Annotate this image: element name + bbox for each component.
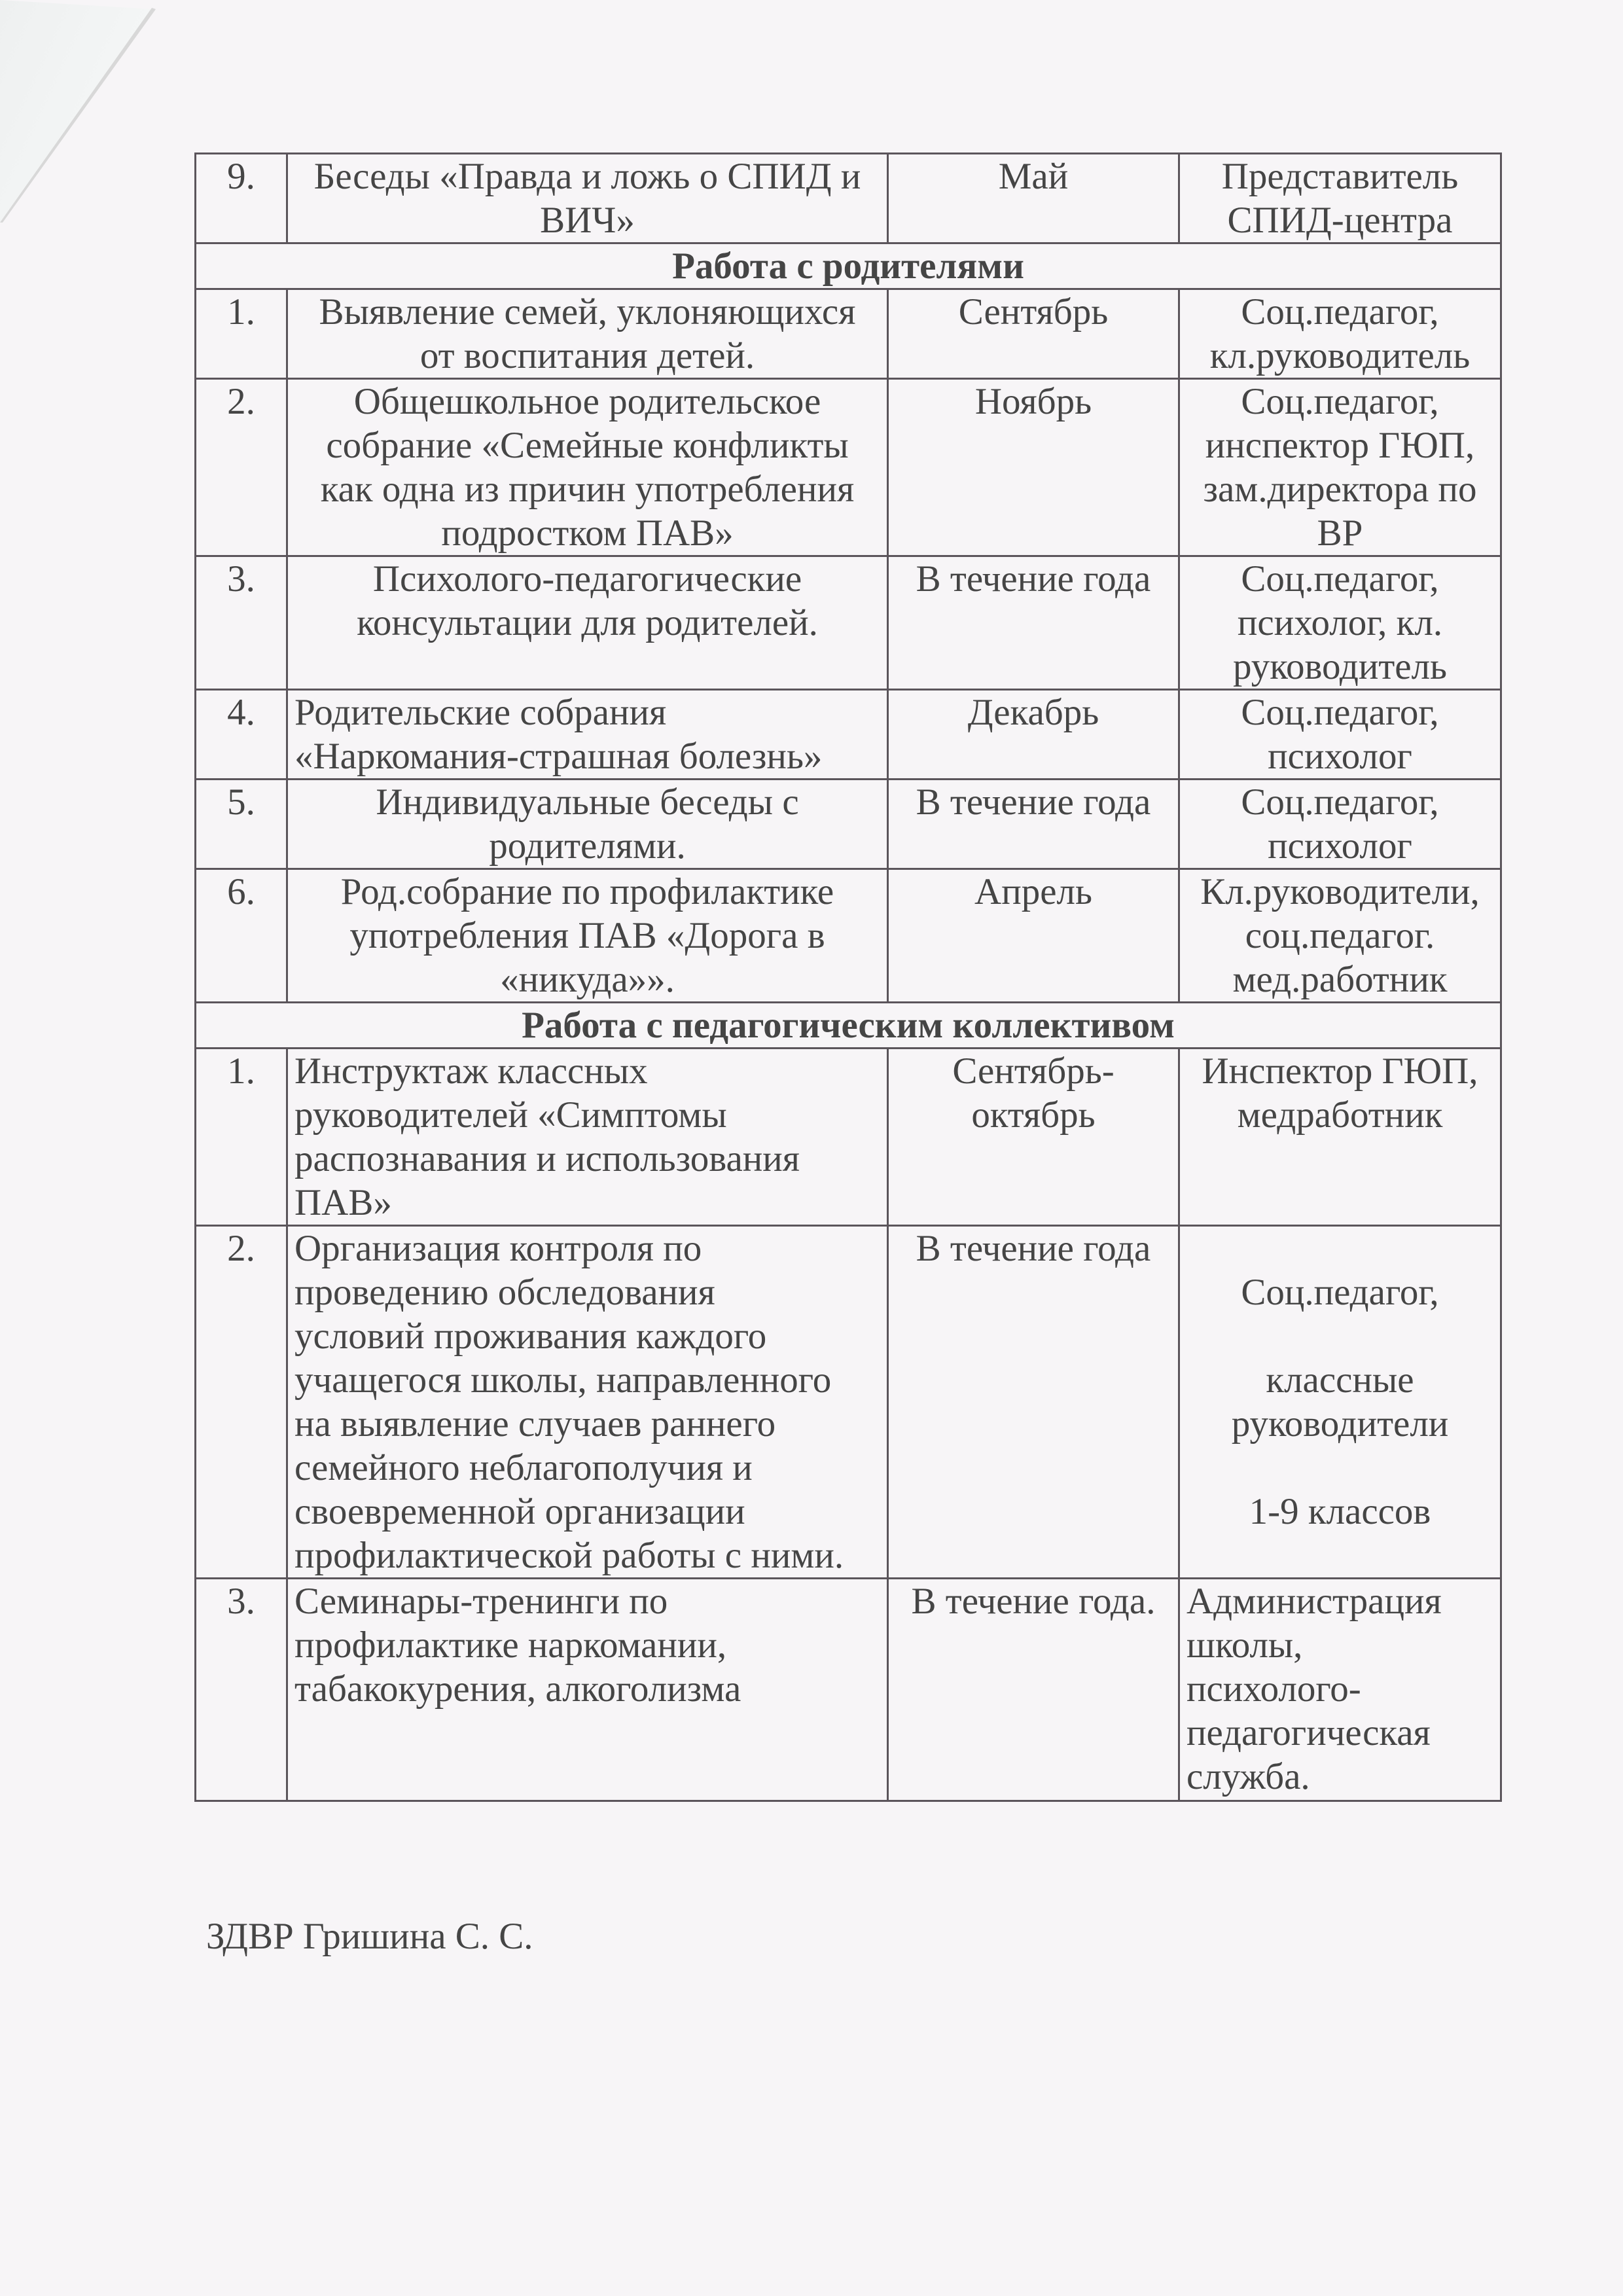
row-number: 5. bbox=[196, 780, 287, 869]
event-cell bbox=[287, 154, 888, 243]
event-cell bbox=[287, 289, 888, 379]
responsible-line: Кл.руководители, bbox=[1200, 871, 1480, 912]
event-line: Родительские собрания bbox=[294, 692, 667, 733]
event-line: Общешкольное родительское bbox=[353, 381, 821, 422]
responsible-line: медработник bbox=[1237, 1094, 1443, 1136]
event-line: на выявление случаев раннего bbox=[294, 1403, 776, 1444]
date-line: октябрь bbox=[971, 1094, 1096, 1136]
event-cell bbox=[287, 1049, 888, 1226]
responsible-line: СПИД-центра bbox=[1227, 200, 1453, 241]
responsible-cell bbox=[1179, 154, 1501, 243]
event-line: Психолого-педагогические bbox=[372, 558, 802, 600]
responsible-line: психолог bbox=[1268, 825, 1412, 867]
event-line: «Наркомания-страшная болезнь» bbox=[294, 736, 823, 777]
responsible-line: классные bbox=[1266, 1359, 1414, 1401]
responsible-cell bbox=[1179, 289, 1501, 379]
responsible-line: психолог bbox=[1268, 736, 1412, 777]
table-row bbox=[196, 690, 1501, 780]
event-cell bbox=[287, 379, 888, 556]
responsible-line: Представитель bbox=[1221, 156, 1459, 197]
event-cell bbox=[287, 690, 888, 780]
responsible-line: руководитель bbox=[1232, 646, 1448, 687]
responsible-line: кл.руководитель bbox=[1209, 335, 1471, 376]
responsible-line: школы, bbox=[1186, 1624, 1303, 1666]
event-line: профилактической работы с ними. bbox=[294, 1535, 844, 1576]
responsible-line: Соц.педагог, bbox=[1241, 692, 1439, 733]
row-number: 3. bbox=[196, 1579, 287, 1801]
event-line: профилактике наркомании, bbox=[294, 1624, 727, 1666]
responsible-line: инспектор ГЮП, bbox=[1205, 425, 1475, 466]
event-cell bbox=[287, 869, 888, 1003]
event-line: своевременной организации bbox=[294, 1491, 745, 1532]
table-row bbox=[196, 556, 1501, 690]
event-cell bbox=[287, 1579, 888, 1801]
row-number: 2. bbox=[196, 379, 287, 556]
event-line: от воспитания детей. bbox=[419, 335, 755, 376]
event-line: семейного неблагополучия и bbox=[294, 1447, 753, 1488]
event-line: ПАВ» bbox=[294, 1182, 392, 1223]
date-cell: Апрель bbox=[888, 869, 1179, 1003]
signature-line: ЗДВР Гришина С. С. bbox=[206, 1916, 533, 1957]
blank-line bbox=[1186, 1446, 1493, 1490]
table-row bbox=[196, 379, 1501, 556]
responsible-line: 1-9 классов bbox=[1249, 1491, 1431, 1532]
responsible-cell bbox=[1179, 690, 1501, 780]
event-line: родителями. bbox=[489, 825, 686, 867]
responsible-cell bbox=[1179, 556, 1501, 690]
responsible-cell bbox=[1179, 1579, 1501, 1801]
event-line: Беседы «Правда и ложь о СПИД и bbox=[313, 156, 861, 197]
responsible-cell bbox=[1179, 1226, 1501, 1579]
section-header-staff bbox=[196, 1003, 1501, 1049]
date-cell: Декабрь bbox=[888, 690, 1179, 780]
table-row bbox=[196, 869, 1501, 1003]
responsible-line: педагогическая bbox=[1186, 1712, 1431, 1753]
row-number: 6. bbox=[196, 869, 287, 1003]
row-number: 3. bbox=[196, 556, 287, 690]
event-line: Род.собрание по профилактике bbox=[340, 871, 834, 912]
responsible-line: Соц.педагог, bbox=[1241, 1272, 1439, 1313]
table-row bbox=[196, 780, 1501, 869]
date-cell: Сентябрь bbox=[888, 289, 1179, 379]
event-line: как одна из причин употребления bbox=[320, 469, 855, 510]
event-line: учащегося школы, направленного bbox=[294, 1359, 832, 1401]
responsible-line: Администрация bbox=[1186, 1581, 1442, 1622]
event-line: ВИЧ» bbox=[540, 200, 635, 241]
event-line: табакокурения, алкоголизма bbox=[294, 1668, 741, 1710]
event-line: руководителей «Симптомы bbox=[294, 1094, 727, 1136]
date-cell: В течение года bbox=[888, 780, 1179, 869]
event-line: Индивидуальные беседы с bbox=[376, 781, 799, 823]
date-cell: Ноябрь bbox=[888, 379, 1179, 556]
row-number: 2. bbox=[196, 1226, 287, 1579]
event-line: собрание «Семейные конфликты bbox=[326, 425, 849, 466]
section-title: Работа с педагогическим коллективом bbox=[196, 1003, 1501, 1049]
event-line: Выявление семей, уклоняющихся bbox=[319, 291, 856, 332]
responsible-line: зам.директора по bbox=[1203, 469, 1477, 510]
date-cell: В течение года bbox=[888, 1226, 1179, 1579]
responsible-line: психолого- bbox=[1186, 1668, 1361, 1710]
event-line: проведению обследования bbox=[294, 1272, 715, 1313]
event-line: «никуда»». bbox=[500, 959, 675, 1000]
row-number: 1. bbox=[196, 289, 287, 379]
event-line: Инструктаж классных bbox=[294, 1050, 648, 1092]
table-row bbox=[196, 289, 1501, 379]
responsible-cell bbox=[1179, 379, 1501, 556]
event-cell bbox=[287, 780, 888, 869]
blank-line bbox=[1186, 1227, 1493, 1270]
event-line: подростком ПАВ» bbox=[441, 512, 734, 554]
date-cell: В течение года bbox=[888, 556, 1179, 690]
row-number: 9. bbox=[196, 154, 287, 243]
responsible-line: мед.работник bbox=[1232, 959, 1448, 1000]
date-cell: В течение года. bbox=[888, 1579, 1179, 1801]
event-line: консультации для родителей. bbox=[357, 602, 818, 643]
event-cell bbox=[287, 556, 888, 690]
responsible-line: Соц.педагог, bbox=[1241, 781, 1439, 823]
section-header-parents bbox=[196, 243, 1501, 289]
event-line: употребления ПАВ «Дорога в bbox=[349, 915, 825, 956]
responsible-cell bbox=[1179, 869, 1501, 1003]
table-row bbox=[196, 1049, 1501, 1226]
table-row bbox=[196, 1226, 1501, 1579]
responsible-line: Соц.педагог, bbox=[1241, 291, 1439, 332]
row-number: 1. bbox=[196, 1049, 287, 1226]
section-title: Работа с родителями bbox=[196, 243, 1501, 289]
responsible-line: ВР bbox=[1317, 512, 1363, 554]
event-line: распознавания и использования bbox=[294, 1138, 800, 1179]
responsible-line: Инспектор ГЮП, bbox=[1202, 1050, 1478, 1092]
responsible-line: Соц.педагог, bbox=[1241, 558, 1439, 600]
event-line: условий проживания каждого bbox=[294, 1316, 767, 1357]
responsible-cell bbox=[1179, 780, 1501, 869]
table-row bbox=[196, 154, 1501, 243]
date-cell: Май bbox=[888, 154, 1179, 243]
date-line: Сентябрь- bbox=[952, 1050, 1115, 1092]
responsible-line: психолог, кл. bbox=[1237, 602, 1443, 643]
prevention-plan-table bbox=[194, 152, 1502, 1802]
table-row bbox=[196, 1579, 1501, 1801]
blank-line bbox=[1186, 1314, 1493, 1358]
event-line: Организация контроля по bbox=[294, 1228, 702, 1269]
responsible-line: соц.педагог. bbox=[1245, 915, 1435, 956]
event-line: Семинары-тренинги по bbox=[294, 1581, 668, 1622]
responsible-line: руководители bbox=[1231, 1403, 1449, 1444]
event-cell bbox=[287, 1226, 888, 1579]
date-cell bbox=[888, 1049, 1179, 1226]
responsible-line: служба. bbox=[1186, 1756, 1310, 1797]
responsible-line: Соц.педагог, bbox=[1241, 381, 1439, 422]
responsible-cell bbox=[1179, 1049, 1501, 1226]
row-number: 4. bbox=[196, 690, 287, 780]
